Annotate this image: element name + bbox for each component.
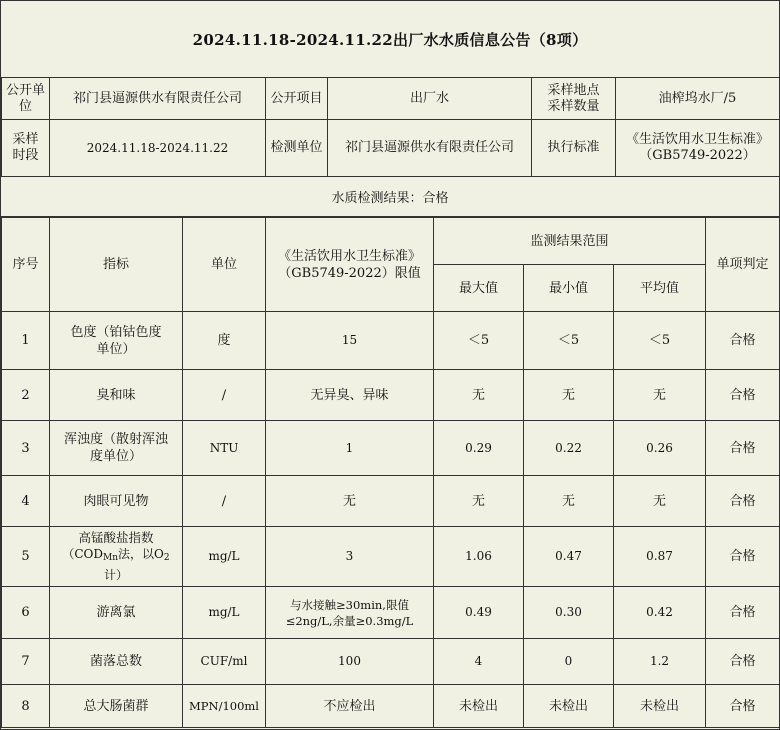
header-indicator: 指标 bbox=[50, 218, 183, 312]
item-value: 出厂水 bbox=[328, 78, 532, 120]
info-table bbox=[1, 77, 780, 177]
row-verdict: 合格 bbox=[706, 587, 780, 639]
row-verdict: 合格 bbox=[706, 685, 780, 728]
header-row bbox=[2, 218, 780, 265]
row-min: 0.30 bbox=[524, 587, 614, 639]
header-unit: 单位 bbox=[183, 218, 266, 312]
row-indicator bbox=[50, 527, 183, 587]
row-indicator: 游离氯 bbox=[50, 587, 183, 639]
row-limit: 与水接触≥30min,限值≤2ng/L,余量≥0.3mg/L bbox=[266, 587, 434, 639]
row-indicator-line2 bbox=[53, 546, 179, 584]
row-min: 0.22 bbox=[524, 421, 614, 476]
table-row bbox=[2, 370, 780, 421]
row-avg: 无 bbox=[614, 370, 706, 421]
row-indicator: 总大肠菌群 bbox=[50, 685, 183, 728]
table-row bbox=[2, 312, 780, 370]
row-no: 3 bbox=[2, 421, 50, 476]
row-max: ＜5 bbox=[434, 312, 524, 370]
row-avg: 0.87 bbox=[614, 527, 706, 587]
row-min: 0.47 bbox=[524, 527, 614, 587]
table-row bbox=[2, 527, 780, 587]
row-min: 无 bbox=[524, 370, 614, 421]
row-min: ＜5 bbox=[524, 312, 614, 370]
row-limit: 无异臭、异味 bbox=[266, 370, 434, 421]
header-avg: 平均值 bbox=[614, 265, 706, 312]
row-indicator-sub-mn: Mn bbox=[103, 553, 119, 563]
row-min: 0 bbox=[524, 639, 614, 685]
table-row bbox=[2, 587, 780, 639]
overall-result: 水质检测结果：合格 bbox=[1, 176, 779, 217]
row-limit: 无 bbox=[266, 476, 434, 527]
standard-label: 执行标准 bbox=[532, 120, 616, 177]
row-verdict: 合格 bbox=[706, 312, 780, 370]
header-no: 序号 bbox=[2, 218, 50, 312]
row-unit: NTU bbox=[183, 421, 266, 476]
row-unit: CUF/ml bbox=[183, 639, 266, 685]
row-no: 5 bbox=[2, 527, 50, 587]
sample-label: 采样地点采样数量 bbox=[532, 78, 616, 120]
row-unit: 度 bbox=[183, 312, 266, 370]
standard-value: 《生活饮用水卫生标准》（GB5749-2022） bbox=[616, 120, 780, 177]
header-range: 监测结果范围 bbox=[434, 218, 706, 265]
page-title: 2024.11.18-2024.11.22出厂水水质信息公告（8项） bbox=[1, 1, 779, 78]
row-verdict: 合格 bbox=[706, 639, 780, 685]
sample-value: 油榨坞水厂/5 bbox=[616, 78, 780, 120]
row-avg: 无 bbox=[614, 476, 706, 527]
row-limit: 100 bbox=[266, 639, 434, 685]
row-no: 2 bbox=[2, 370, 50, 421]
period-value: 2024.11.18-2024.11.22 bbox=[50, 120, 266, 177]
row-avg: ＜5 bbox=[614, 312, 706, 370]
table-row bbox=[2, 476, 780, 527]
row-avg: 0.26 bbox=[614, 421, 706, 476]
row-indicator-line2a: （COD bbox=[62, 547, 104, 561]
row-indicator: 臭和味 bbox=[50, 370, 183, 421]
row-verdict: 合格 bbox=[706, 370, 780, 421]
row-verdict: 合格 bbox=[706, 476, 780, 527]
row-max: 未检出 bbox=[434, 685, 524, 728]
row-unit: / bbox=[183, 370, 266, 421]
row-indicator-sub-2: 2 bbox=[163, 553, 170, 563]
row-unit: mg/L bbox=[183, 527, 266, 587]
header-verdict: 单项判定 bbox=[706, 218, 780, 312]
row-indicator-line2c: 计） bbox=[103, 568, 128, 582]
row-no: 8 bbox=[2, 685, 50, 728]
row-unit: / bbox=[183, 476, 266, 527]
info-row-publisher bbox=[2, 78, 780, 120]
row-limit: 3 bbox=[266, 527, 434, 587]
row-indicator-line1: 高锰酸盐指数 bbox=[78, 530, 154, 545]
item-label: 公开项目 bbox=[266, 78, 328, 120]
row-max: 1.06 bbox=[434, 527, 524, 587]
row-indicator-line2b: 法，以O bbox=[118, 547, 164, 561]
table-row bbox=[2, 421, 780, 476]
row-max: 无 bbox=[434, 476, 524, 527]
row-no: 6 bbox=[2, 587, 50, 639]
publisher-value: 祁门县逼源供水有限责任公司 bbox=[50, 78, 266, 120]
row-max: 0.49 bbox=[434, 587, 524, 639]
publisher-label: 公开单位 bbox=[2, 78, 50, 120]
table-row bbox=[2, 639, 780, 685]
row-no: 4 bbox=[2, 476, 50, 527]
row-limit: 不应检出 bbox=[266, 685, 434, 728]
row-max: 无 bbox=[434, 370, 524, 421]
row-no: 7 bbox=[2, 639, 50, 685]
row-indicator: 菌落总数 bbox=[50, 639, 183, 685]
header-limit: 《生活饮用水卫生标准》（GB5749-2022）限值 bbox=[266, 218, 434, 312]
lab-label: 检测单位 bbox=[266, 120, 328, 177]
period-label: 采样时段 bbox=[2, 120, 50, 177]
row-limit: 15 bbox=[266, 312, 434, 370]
row-avg: 0.42 bbox=[614, 587, 706, 639]
row-unit: MPN/100ml bbox=[183, 685, 266, 728]
table-row bbox=[2, 685, 780, 728]
row-max: 0.29 bbox=[434, 421, 524, 476]
row-max: 4 bbox=[434, 639, 524, 685]
row-min: 无 bbox=[524, 476, 614, 527]
row-limit: 1 bbox=[266, 421, 434, 476]
row-verdict: 合格 bbox=[706, 527, 780, 587]
lab-value: 祁门县逼源供水有限责任公司 bbox=[328, 120, 532, 177]
row-unit: mg/L bbox=[183, 587, 266, 639]
header-min: 最小值 bbox=[524, 265, 614, 312]
row-verdict: 合格 bbox=[706, 421, 780, 476]
row-indicator: 浑浊度（散射浑浊度单位） bbox=[50, 421, 183, 476]
row-avg: 未检出 bbox=[614, 685, 706, 728]
results-table bbox=[1, 217, 780, 728]
row-no: 1 bbox=[2, 312, 50, 370]
row-avg: 1.2 bbox=[614, 639, 706, 685]
header-max: 最大值 bbox=[434, 265, 524, 312]
row-indicator: 色度（铂钴色度单位） bbox=[50, 312, 183, 370]
info-row-period bbox=[2, 120, 780, 177]
row-min: 未检出 bbox=[524, 685, 614, 728]
row-indicator: 肉眼可见物 bbox=[50, 476, 183, 527]
